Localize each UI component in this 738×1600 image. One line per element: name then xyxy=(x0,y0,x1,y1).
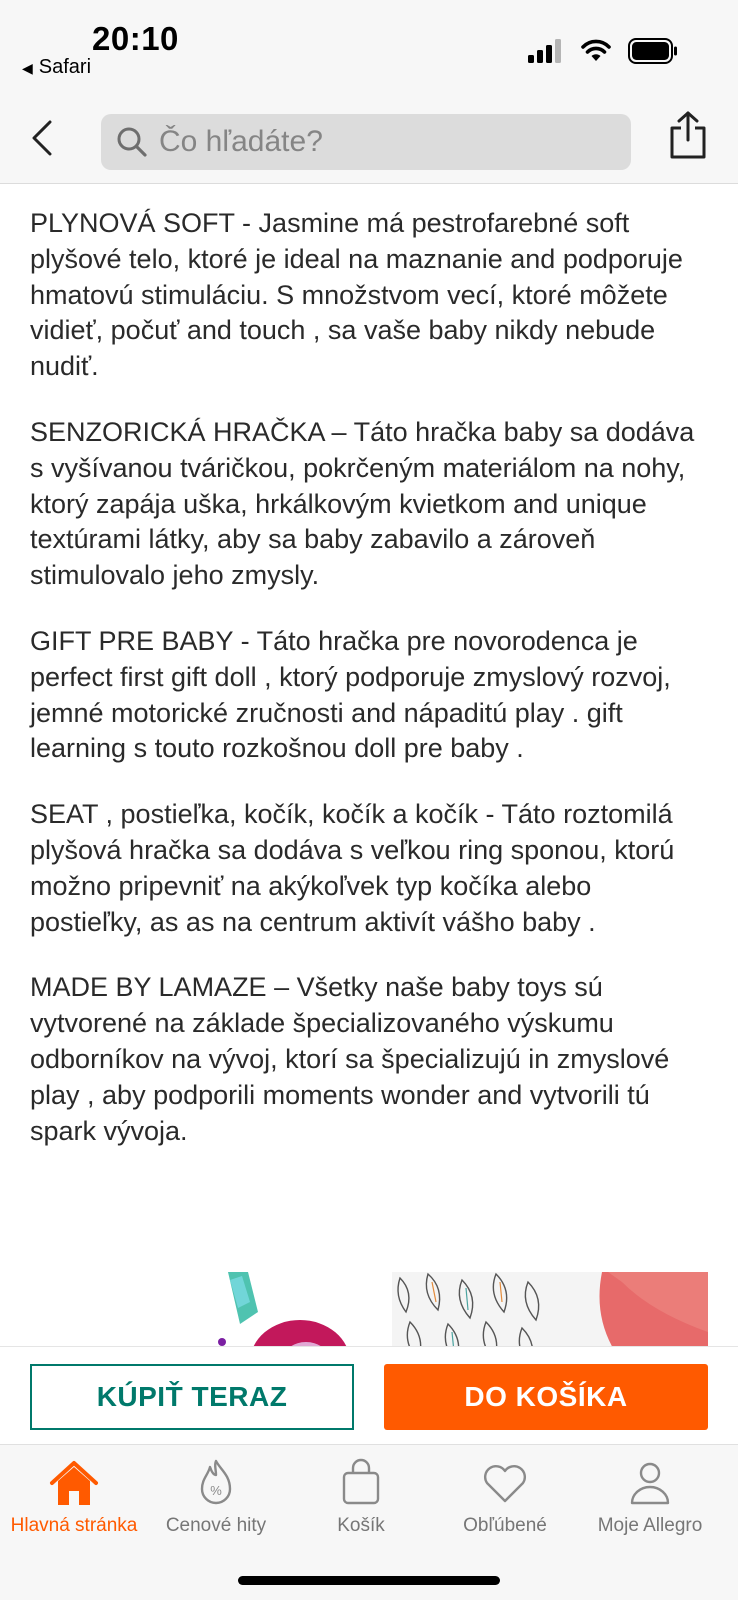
description-paragraph: GIFT PRE BABY - Táto hračka pre novorodenca je perfect first gift doll , ktorý podporuje zmyslový rozvoj, jemné motorické zručnosti and nápaditú play . gift learning s touto rozkošnou doll pre baby . xyxy=(30,625,671,764)
svg-text:%: % xyxy=(210,1483,222,1498)
search-icon xyxy=(115,125,149,159)
purchase-action-bar xyxy=(0,1346,738,1444)
add-to-cart-button[interactable]: DO KOŠÍKA xyxy=(384,1364,708,1430)
search-bar[interactable] xyxy=(101,114,631,170)
wifi-icon xyxy=(580,39,612,63)
status-bar xyxy=(0,0,738,92)
user-icon xyxy=(624,1457,676,1509)
back-arrow-icon[interactable] xyxy=(26,118,62,158)
cart-bag-icon xyxy=(335,1457,387,1509)
tab-favorites[interactable] xyxy=(431,1457,579,1537)
status-time: 20:10 xyxy=(92,20,179,57)
description-paragraph: SEAT , postieľka, kočík, kočík a kočík - Táto roztomilá plyšová hračka sa dodáva s veľkou ring sponou, ktorú možno pripevniť na akýkoľvek typ kočíka alebo postieľky, as as na centrum aktivít vášho baby . xyxy=(30,799,675,937)
search-placeholder: Čo hľadáte? xyxy=(159,125,323,158)
home-indicator[interactable] xyxy=(238,1576,500,1585)
tab-label: Moje Allegro xyxy=(597,1515,703,1536)
heart-icon xyxy=(479,1457,531,1509)
back-to-app-link[interactable] xyxy=(22,56,91,79)
tab-cart[interactable] xyxy=(287,1457,435,1537)
product-images-row xyxy=(30,1272,708,1346)
product-image-fabric[interactable] xyxy=(392,1272,708,1346)
status-icons xyxy=(528,38,678,64)
description-paragraph: PLYNOVÁ SOFT - Jasmine má pestrofarebné soft plyšové telo, ktoré je ideal na maznanie and podporuje hmatovú stimuláciu. S množstvom vecí, ktoré môžete vidieť, počuť and touch , sa vaše baby nikdy nebude nudiť. xyxy=(30,208,683,382)
share-icon[interactable] xyxy=(668,110,708,160)
buy-now-button[interactable]: KÚPIŤ TERAZ xyxy=(30,1364,354,1430)
home-icon xyxy=(48,1457,100,1509)
signal-icon xyxy=(528,39,564,63)
tab-label: Obľúbené xyxy=(463,1515,547,1536)
battery-icon xyxy=(628,38,678,64)
tab-label: Hlavná stránka xyxy=(10,1515,138,1536)
tab-price-hits[interactable] xyxy=(142,1457,290,1537)
description-paragraph: SENZORICKÁ HRAČKA – Táto hračka baby sa dodáva s vyšívanou tváričkou, pokrčeným materiálom na nohy, ktorý zapája uška, hrkálkovým kvietkom and unique textúrami látky, aby sa baby zabavilo a zároveň stimulovalo jeho zmysly. xyxy=(30,416,695,591)
tab-my-allegro[interactable] xyxy=(576,1457,724,1537)
tab-label: Cenové hity xyxy=(165,1515,267,1536)
product-image-toy[interactable] xyxy=(80,1272,376,1346)
price-tag-icon xyxy=(190,1457,242,1509)
back-triangle-icon: ◀ xyxy=(22,60,33,76)
back-app-label: Safari xyxy=(38,56,92,78)
tab-label: Košík xyxy=(337,1515,385,1536)
top-nav-bar xyxy=(0,92,738,184)
description-paragraph: MADE BY LAMAZE – Všetky naše baby toys sú vytvorené na základe špecializovaného výskumu odborníkov na vývoj, ktorí sa špecializujú in zmyslové play , aby podporili moments wonder and vytvorili tú spark vývoja. xyxy=(30,972,670,1146)
tab-home[interactable] xyxy=(0,1457,148,1537)
product-description[interactable] xyxy=(0,184,738,1346)
